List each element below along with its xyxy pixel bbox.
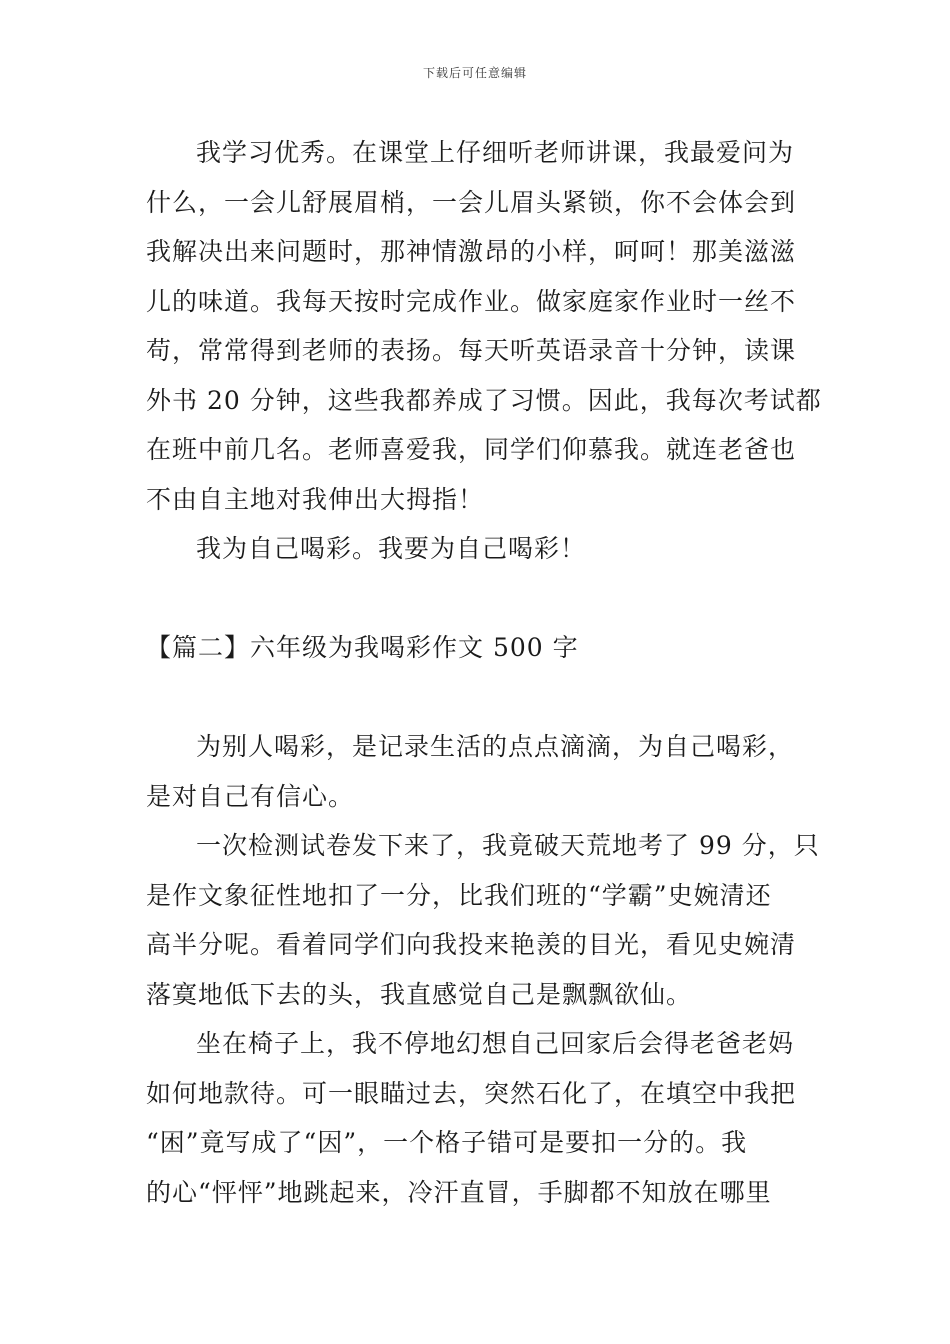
spacer <box>146 574 806 624</box>
text-line: 是作文象征性地扣了一分，比我们班的“学霸”史婉清还 <box>146 880 772 910</box>
text-line: 儿的味道。我每天按时完成作业。做家庭家作业时一丝不 <box>146 286 797 316</box>
text-line: 不由自主地对我伸出大拇指！ <box>146 484 485 514</box>
text-line: 在班中前几名。老师喜爱我，同学们仰慕我。就连老爸也 <box>146 435 797 464</box>
text-line: 我解决出来问题时，那神情激昂的小样，呵呵！那美滋滋 <box>146 237 797 266</box>
text-line: 什么，一会儿舒展眉梢，一会儿眉头紧锁，你不会体会到 <box>146 187 797 217</box>
spacer <box>146 673 806 723</box>
document-body <box>146 128 822 1217</box>
paragraph <box>146 722 806 821</box>
text-line: 我学习优秀。在课堂上仔细听老师讲课，我最爱问为 <box>196 138 795 167</box>
text-line: 一次检测试卷发下来了，我竟破天荒地考了 99 分，只 <box>196 831 820 860</box>
paragraph <box>146 821 820 1019</box>
paragraph <box>146 524 806 574</box>
text-line: 落寞地低下去的头，我直感觉自己是飘飘欲仙。 <box>146 979 693 1009</box>
paragraph <box>146 128 822 524</box>
text-line: 我为自己喝彩。我要为自己喝彩！ <box>196 534 587 563</box>
text-line: 坐在椅子上，我不停地幻想自己回家后会得老爸老妈 <box>196 1029 795 1058</box>
text-line: 的心“怦怦”地跳起来，冷汗直冒，手脚都不知放在哪里 <box>146 1177 772 1207</box>
text-line: 为别人喝彩，是记录生活的点点滴滴，为自己喝彩， <box>196 732 795 761</box>
paragraph <box>146 1019 806 1217</box>
text-line: 高半分呢。看着同学们向我投来艳羡的目光，看见史婉清 <box>146 930 797 959</box>
text-line: 是对自己有信心。 <box>146 781 355 811</box>
text-line: 苟，常常得到老师的表扬。每天听英语录音十分钟，读课 <box>146 336 797 365</box>
text-line: 外书 20 分钟，这些我都养成了习惯。因此，我每次考试都 <box>146 385 822 415</box>
section-title: 【篇二】六年级为我喝彩作文 500 字 <box>146 633 579 662</box>
text-line: 如何地款待。可一眼瞄过去，突然石化了，在填空中我把 <box>146 1078 797 1108</box>
page-header: 下载后可任意编辑 <box>422 66 527 80</box>
text-line: “困”竟写成了“因”，一个格子错可是要扣一分的。我 <box>146 1128 748 1157</box>
